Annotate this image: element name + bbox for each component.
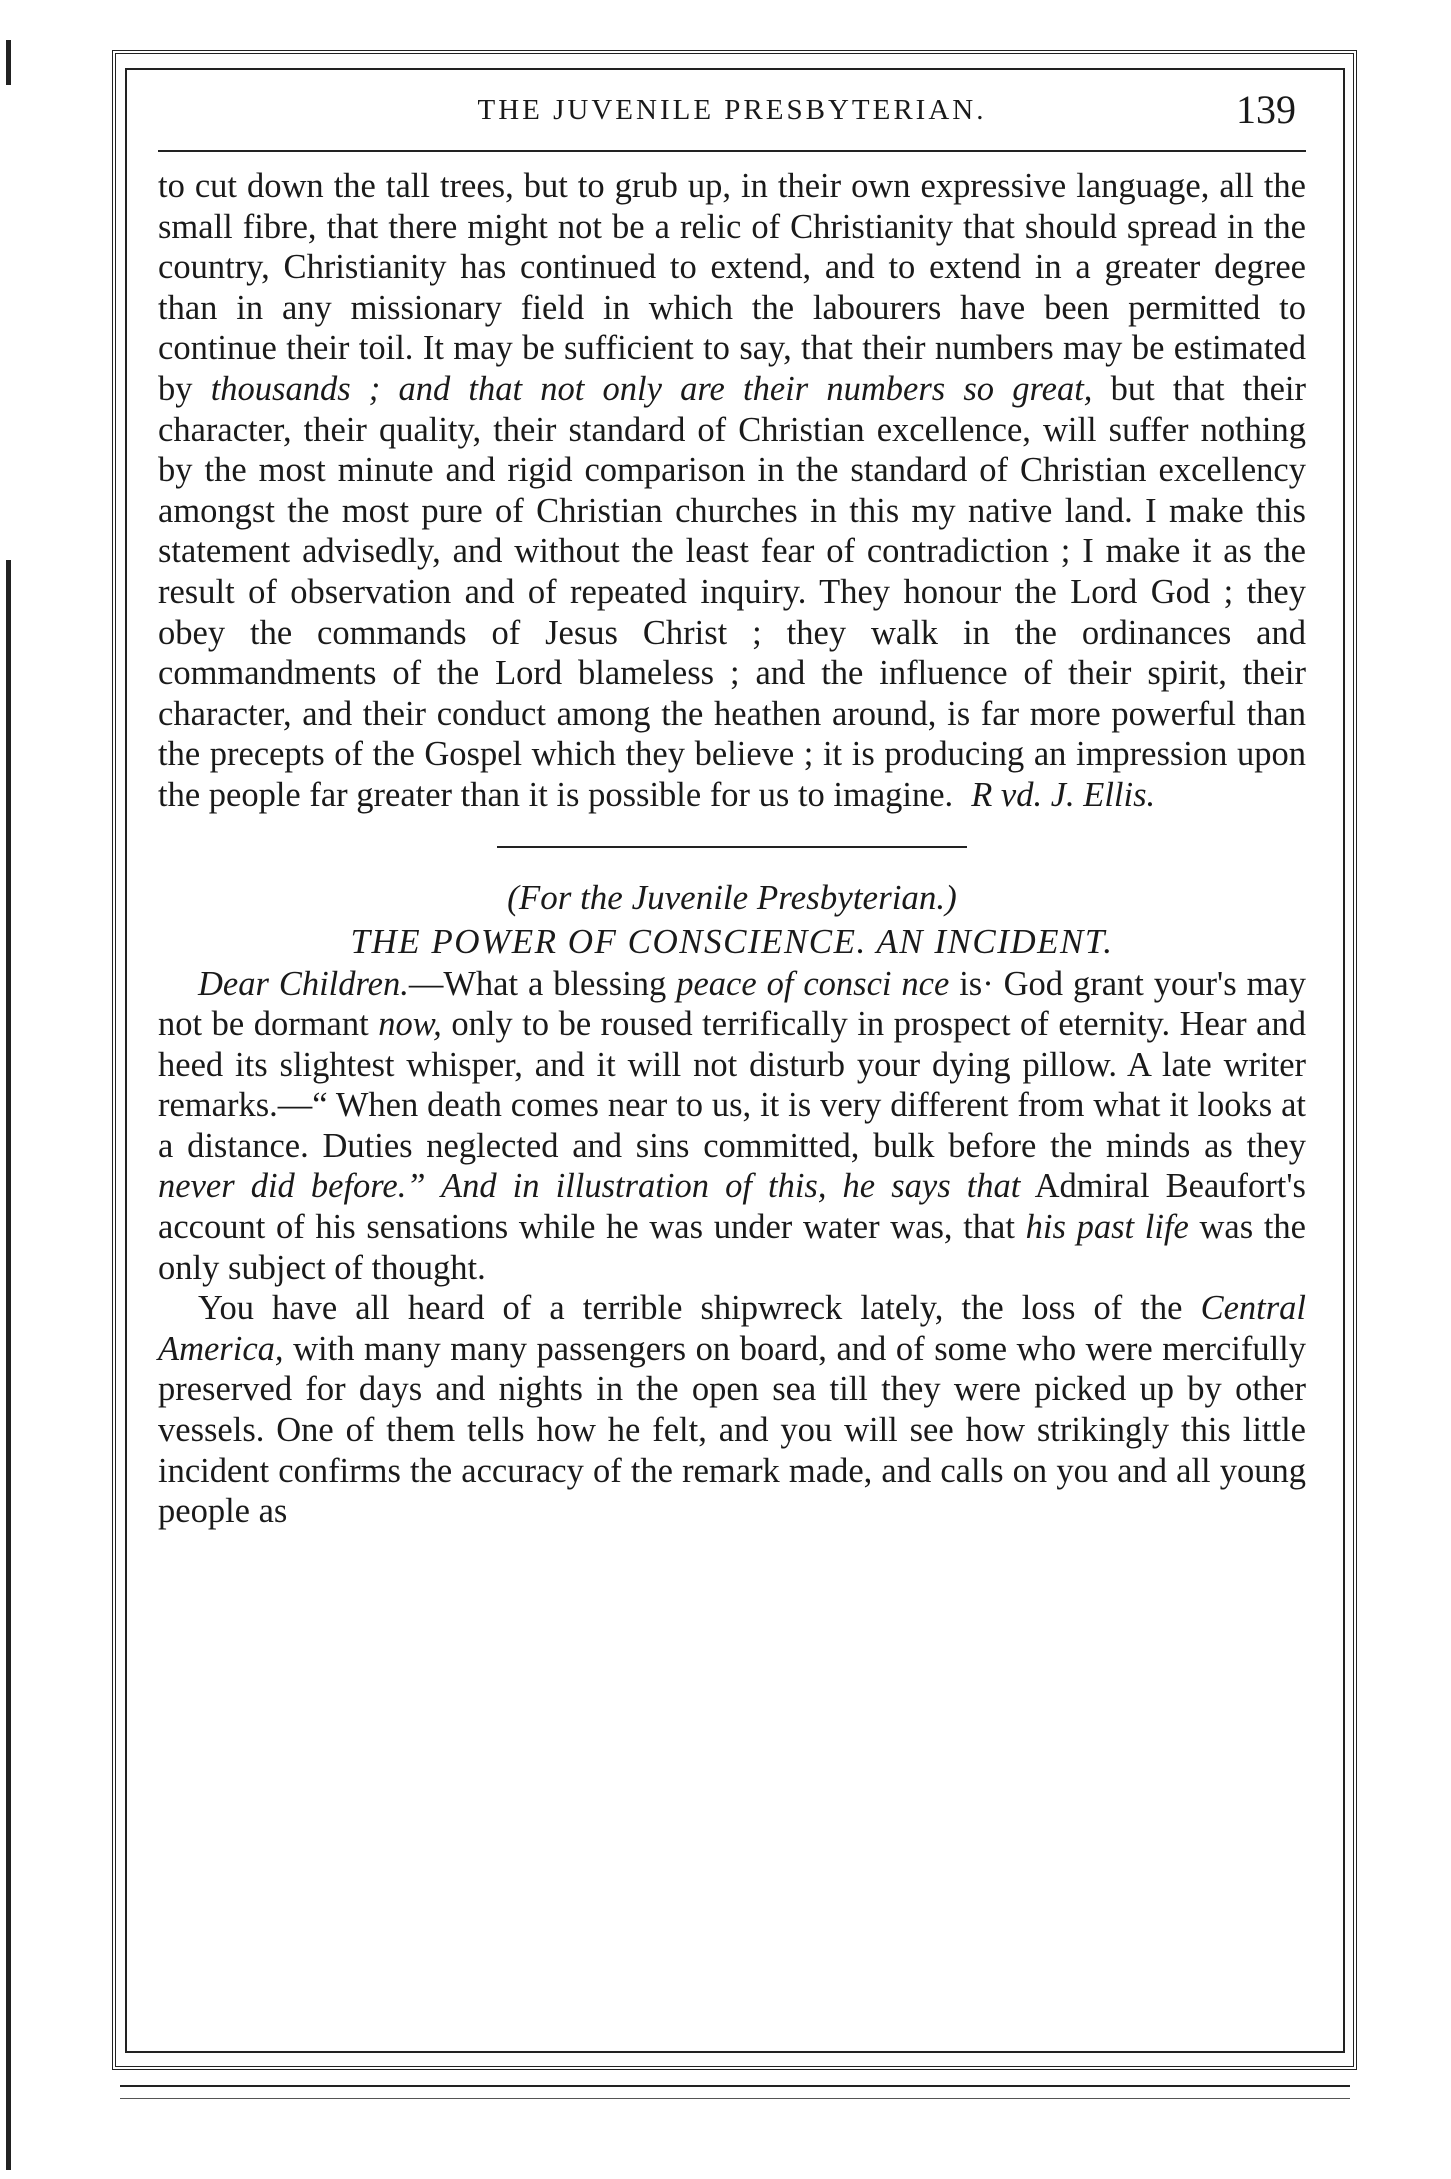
paragraph-italic-text: his past life (1025, 1208, 1189, 1247)
paragraph-text: was the only subject of thought. (158, 1208, 1306, 1287)
paragraph-italic-text: thousands ; and that not only are their numbers so great, (210, 369, 1093, 408)
signature: R vd. J. Ellis. (971, 775, 1156, 814)
paragraph-text: with many many passengers on board, and of some who were mercifully preserved for days and nights in the open sea till they were picked up by other vessels. One of them tells how he felt, and you will see how strikingly this little incident confirms the accuracy of the remark made, and calls on you and all young people as (158, 1329, 1306, 1531)
paragraph-italic-text: peace of consci nce (676, 964, 950, 1003)
bottom-rule-thin (120, 2098, 1350, 2099)
bottom-rule (120, 2085, 1350, 2087)
page-number: 139 (1236, 87, 1296, 132)
paragraph-text: to cut down the tall trees, but to grub up, in their own expressive language, all the small fibre, that there might not be a relic of Christianity that should spread in the country, Christianity has continued to extend, and to extend in a greater degree than in any missionary field in which the labourers have been permitted to continue their toil. It may be sufficient to say, that their numbers may be estimated by (158, 167, 1306, 408)
page-content (158, 80, 1306, 1532)
paragraph-text: is· God grant your's may not be dormant (158, 964, 1306, 1044)
article-body (158, 166, 1306, 1532)
paragraph-shipwreck (158, 1288, 1306, 1532)
paragraph-text: Admiral Beaufort's account of his sensations while he was under water was, that (158, 1167, 1306, 1247)
paragraph-text: You have all heard of a terrible shipwreck lately, the loss of the (198, 1289, 1201, 1328)
paragraph-italic-text: Central America, (158, 1289, 1306, 1368)
running-head (158, 80, 1306, 152)
article-title: THE POWER OF CONSCIENCE. AN INCIDENT. (350, 921, 1114, 961)
paragraph-text: only to be roused terrifically in prospect of eternity. Hear and heed its slightest whisper, and it will not disturb your dying pillow. A late writer remarks.—“ When death comes near to us, it is very different from what it looks at a distance. Duties neglected and sins committed, bulk before the minds as they (158, 1005, 1306, 1165)
paragraph-missionary-report (158, 166, 1306, 816)
paragraph-text: but that their character, their quality, their standard of Christian excellence, will suffer nothing by the most minute and rigid comparison in the standard of Christian excellency amongst the most pure of Christian churches in this my native land. I make this statement advisedly, and without the least fear of contradiction ; I make it as the result of observation and of repeated inquiry. They honour the Lord God ; they obey the commands of Jesus Christ ; they walk in the ordinances and commandments of the Lord blameless ; and the influence of their spirit, their character, and their conduct among the heathen around, is far more powerful than the precepts of the Gospel which they believe ; it is producing an impression upon the people far greater than it is possible for us to imagine. (158, 369, 1306, 814)
paragraph-italic-text: now, (378, 1005, 442, 1044)
salutation: Dear Children. (198, 964, 409, 1003)
paragraph-dear-children (158, 964, 1306, 1289)
scan-edge-mark (6, 40, 11, 85)
running-title: THE JUVENILE PRESBYTERIAN. (477, 94, 987, 126)
paragraph-text: —What a blessing (408, 964, 677, 1003)
section-divider (497, 846, 967, 848)
article-byline: (For the Juvenile Presbyterian.) (507, 877, 957, 917)
scan-edge-mark (6, 560, 11, 2170)
paragraph-italic-text: never did before.” And in illustration of this, he says that (158, 1167, 1021, 1206)
